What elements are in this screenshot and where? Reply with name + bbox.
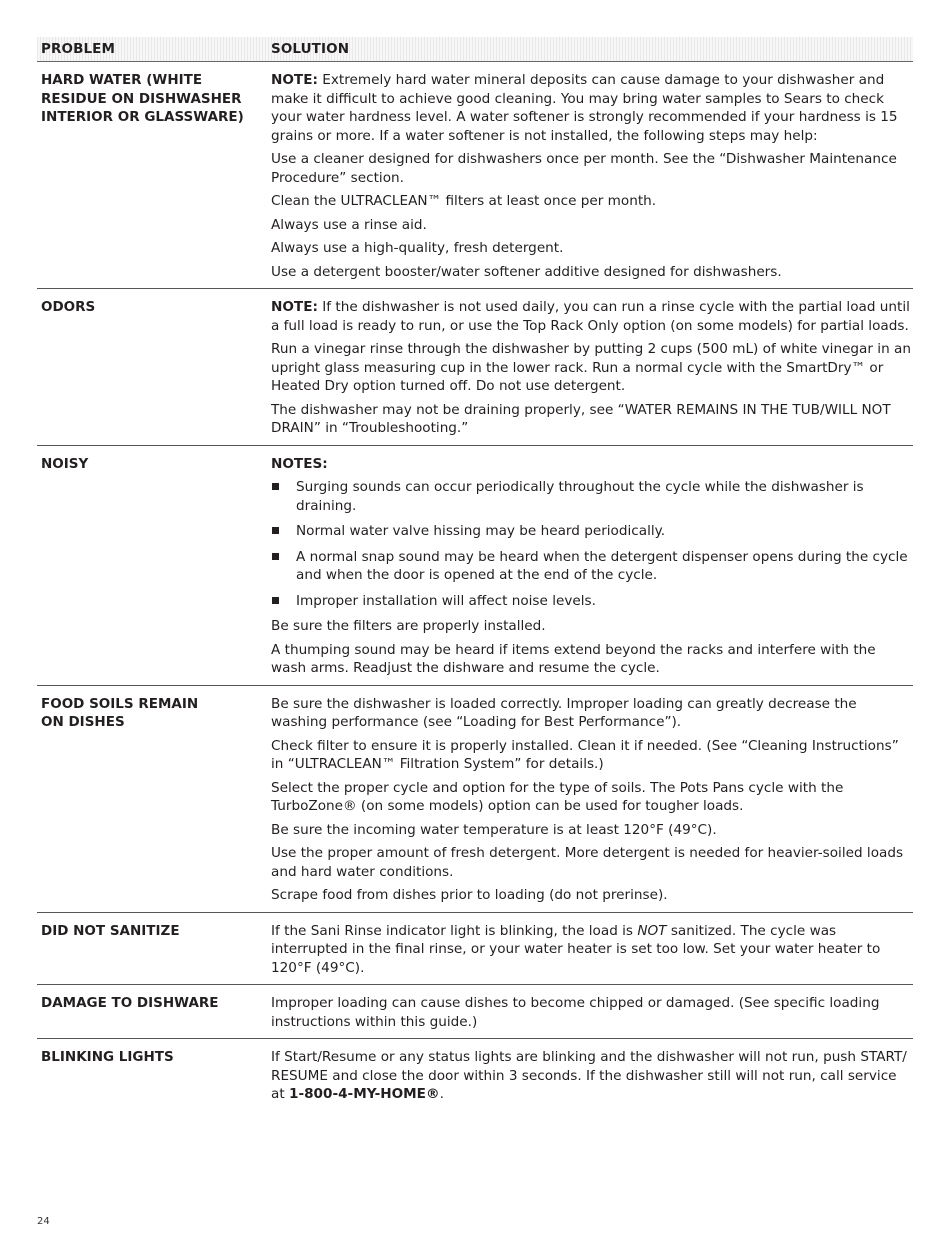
problem-label: ODORS xyxy=(41,299,96,315)
notes-list xyxy=(271,478,911,610)
bullet-square-icon xyxy=(272,527,279,534)
solution-paragraph: Use a cleaner designed for dishwashers once per month. See the “Dishwasher Maintenance Procedure” section. xyxy=(271,151,897,186)
solution-paragraph: Run a vinegar rinse through the dishwasher by putting 2 cups (500 mL) of white vinegar in an upright glass measuring cup in the lower rack. Run a normal cycle with the SmartDry™ or Heated Dry option turned off. Do not use detergent. xyxy=(271,341,911,394)
problem-label: DAMAGE TO DISHWARE xyxy=(41,995,219,1011)
note-paragraph xyxy=(271,298,911,335)
solution-paragraph: The dishwasher may not be draining properly, see “WATER REMAINS IN THE TUB/WILL NOT DRAIN” in “Troubleshooting.” xyxy=(271,401,891,436)
solution-column-header: SOLUTION xyxy=(271,41,350,57)
solution-paragraph: A thumping sound may be heard if items extend beyond the racks and interfere with the wash arms. Readjust the dishware and resume the cycle. xyxy=(271,641,876,676)
solution-paragraph: Check filter to ensure it is properly installed. Clean it if needed. (See “Cleaning Instructions” in “ULTRACLEAN™ Filtration System” for details.) xyxy=(271,737,899,772)
note-text: If the dishwasher is not used daily, you can run a rinse cycle with the partial load until a full load is ready to run, or use the Top Rack Only option (on some models) for partial loads. xyxy=(271,299,910,334)
table-header xyxy=(37,37,913,62)
solution-paragraph: Use the proper amount of fresh detergent. More detergent is needed for heavier-soiled loads and hard water conditions. xyxy=(271,845,904,880)
solution-paragraph: Improper loading can cause dishes to become chipped or damaged. (See specific loading instructions within this guide.) xyxy=(271,995,880,1030)
note-label: NOTE: xyxy=(271,299,318,315)
table-row-noisy xyxy=(37,446,913,686)
note-text: Extremely hard water mineral deposits can cause damage to your dishwasher and make it difficult to achieve good cleaning. You may bring water samples to Sears to check your water hardness level. A water softener is strongly recommended if your hardness is 15 grains or more. If a water softener is not installed, the following steps may help: xyxy=(271,72,898,144)
solution-text xyxy=(271,1048,913,1104)
service-phone-number: 1-800-4-MY-HOME® xyxy=(288,1086,440,1102)
solution-text xyxy=(271,455,913,678)
solution-paragraph: Scrape food from dishes prior to loading (do not prerinse). xyxy=(271,887,668,903)
troubleshooting-table xyxy=(37,37,913,1111)
table-row-did-not-sanitize xyxy=(37,913,913,986)
list-item: Improper installation will affect noise levels. xyxy=(271,592,911,611)
problem-label: BLINKING LIGHTS xyxy=(41,1049,174,1065)
solution-text xyxy=(271,922,913,978)
table-row-hard-water xyxy=(37,62,913,289)
solution-paragraph: Be sure the dishwasher is loaded correctly. Improper loading can greatly decrease the washing performance (see “Loading for Best Performance”). xyxy=(271,695,857,730)
solution-paragraph: If the Sani Rinse indicator light is blinking, the load is NOT sanitized. The cycle was interrupted in the final rinse, or your water heater is set too low. Set your water heater to 120°F (49°C). xyxy=(271,922,881,976)
solution-paragraph: Use a detergent booster/water softener additive designed for dishwashers. xyxy=(271,263,782,280)
problem-label: FOOD SOILS REMAIN ON DISHES xyxy=(41,695,199,730)
table-row-odors xyxy=(37,289,913,446)
solution-paragraph: Always use a high-quality, fresh detergent. xyxy=(271,240,564,256)
solution-text xyxy=(271,71,913,281)
solution-paragraph: If Start/Resume or any status lights are blinking and the dishwasher will not run, push START/ RESUME and close the door within 3 seconds. If the dishwasher still will not run, call service at 1-800-4-MY-HOME®. xyxy=(271,1049,907,1102)
page-number: 24 xyxy=(37,1216,50,1227)
emphasis-not: NOT xyxy=(637,922,667,939)
list-item: Normal water valve hissing may be heard periodically. xyxy=(271,522,911,541)
bullet-square-icon xyxy=(272,483,279,490)
problem-label: NOISY xyxy=(41,455,89,472)
solution-paragraph: Select the proper cycle and option for the type of soils. The Pots Pans cycle with the TurboZone® (on some models) option can be used for tougher loads. xyxy=(271,779,844,814)
note-paragraph xyxy=(271,71,911,145)
list-item: Surging sounds can occur periodically throughout the cycle while the dishwasher is draining. xyxy=(271,478,911,515)
problem-label: DID NOT SANITIZE xyxy=(41,922,180,939)
list-item: A normal snap sound may be heard when the detergent dispenser opens during the cycle and when the door is opened at the end of the cycle. xyxy=(271,548,911,585)
note-label: NOTE: xyxy=(271,72,318,88)
bullet-square-icon xyxy=(272,553,279,560)
problem-column-header: PROBLEM xyxy=(41,41,116,57)
problem-label: HARD WATER (WHITE RESIDUE ON DISHWASHER INTERIOR OR GLASSWARE) xyxy=(41,72,244,125)
solution-paragraph: Clean the ULTRACLEAN™ filters at least once per month. xyxy=(271,193,657,209)
notes-label: NOTES: xyxy=(271,455,328,472)
bullet-square-icon xyxy=(272,597,279,604)
table-row-food-soils xyxy=(37,686,913,913)
solution-text xyxy=(271,695,913,905)
solution-text xyxy=(271,994,913,1031)
solution-text xyxy=(271,298,913,438)
solution-paragraph: Be sure the incoming water temperature is at least 120°F (49°C). xyxy=(271,821,717,838)
table-row-damage-to-dishware xyxy=(37,985,913,1039)
solution-paragraph: Be sure the filters are properly installed. xyxy=(271,618,546,634)
solution-paragraph: Always use a rinse aid. xyxy=(271,216,427,233)
table-row-blinking-lights xyxy=(37,1039,913,1111)
